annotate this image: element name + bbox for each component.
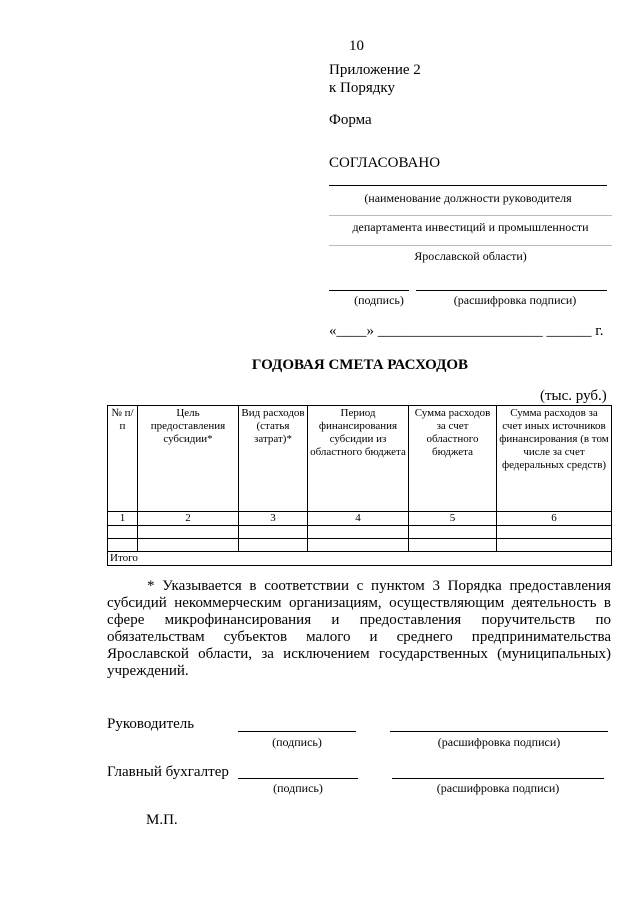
- footnote: * Указывается в соответствии с пунктом 3 Порядка предоставления субсидий некоммерческим организациям, осуществляющим деятельность в сфере микрофинансирования и предоставления поручительств по обязательствам субъектов малого и среднего предпринимательства Ярославской области, за исключением государственных (муниципальных) учреждений.: [107, 578, 611, 679]
- accountant-decoding-caption: (расшифровка подписи): [436, 781, 560, 795]
- approval-date: «____» ______________________ ______ г.: [329, 323, 604, 339]
- header-regional-budget: Сумма расходов за счет областного бюджета: [409, 406, 497, 512]
- header-expense-type: Вид расходов (статья затрат)*: [239, 406, 308, 512]
- table-header-row: [108, 406, 612, 512]
- table-cell: [138, 539, 239, 552]
- table-cell: [497, 539, 612, 552]
- approval-position-line: [329, 185, 607, 186]
- units-label: (тыс. руб.): [540, 388, 607, 404]
- table-cell: [138, 526, 239, 539]
- document-title: ГОДОВАЯ СМЕТА РАСХОДОВ: [251, 357, 469, 373]
- table-cell: [108, 539, 138, 552]
- approval-decoding-line: [416, 290, 607, 291]
- approval-title: СОГЛАСОВАНО: [329, 155, 441, 171]
- appendix-line-2: к Порядку: [329, 80, 395, 96]
- budget-table: [107, 405, 612, 566]
- table-cell: [409, 526, 497, 539]
- column-number-5: 5: [409, 512, 497, 526]
- accountant-label: Главный бухгалтер: [107, 764, 229, 780]
- approval-signature-line: [329, 290, 409, 291]
- table-row: [108, 539, 612, 552]
- header-other-sources: Сумма расходов за счет иных источников финансирования (в том числе за счет федеральных средств): [497, 406, 612, 512]
- table-cell: [409, 539, 497, 552]
- appendix-line-1: Приложение 2: [329, 62, 421, 78]
- column-number-2: 2: [138, 512, 239, 526]
- approval-decoding-caption: (расшифровка подписи): [453, 293, 577, 307]
- accountant-signature-caption: (подпись): [273, 781, 323, 795]
- table-row-total: [108, 552, 612, 566]
- column-number-6: 6: [497, 512, 612, 526]
- head-decoding-line: [390, 731, 608, 732]
- approval-position-caption-2: департамента инвестиций и промышленности: [352, 220, 589, 234]
- approval-position-line-2: [329, 215, 612, 216]
- head-label: Руководитель: [107, 716, 195, 732]
- table-cell: [308, 539, 409, 552]
- accountant-decoding-line: [392, 778, 604, 779]
- stamp-label: М.П.: [146, 812, 178, 828]
- table-cell: [239, 526, 308, 539]
- column-number-3: 3: [239, 512, 308, 526]
- head-signature-line: [238, 731, 356, 732]
- approval-position-caption-3: Ярославской области): [414, 249, 527, 263]
- table-row-numbers: [108, 512, 612, 526]
- table-cell: [308, 526, 409, 539]
- column-number-4: 4: [308, 512, 409, 526]
- approval-position-caption-1: (наименование должности руководителя: [364, 191, 572, 205]
- column-number-1: 1: [108, 512, 138, 526]
- approval-position-line-3: [329, 245, 612, 246]
- table-cell: [108, 526, 138, 539]
- head-signature-caption: (подпись): [272, 735, 322, 749]
- header-period: Период финансирования субсидии из областного бюджета: [308, 406, 409, 512]
- table-cell: [239, 539, 308, 552]
- head-decoding-caption: (расшифровка подписи): [437, 735, 561, 749]
- header-number: № п/п: [108, 406, 138, 512]
- approval-signature-caption: (подпись): [354, 293, 404, 307]
- table-cell: [497, 526, 612, 539]
- table-row: [108, 526, 612, 539]
- form-label: Форма: [329, 112, 372, 128]
- page-number: 10: [349, 38, 364, 54]
- accountant-signature-line: [238, 778, 358, 779]
- total-label: Итого: [108, 552, 612, 566]
- header-purpose: Цель предоставления субсидии*: [138, 406, 239, 512]
